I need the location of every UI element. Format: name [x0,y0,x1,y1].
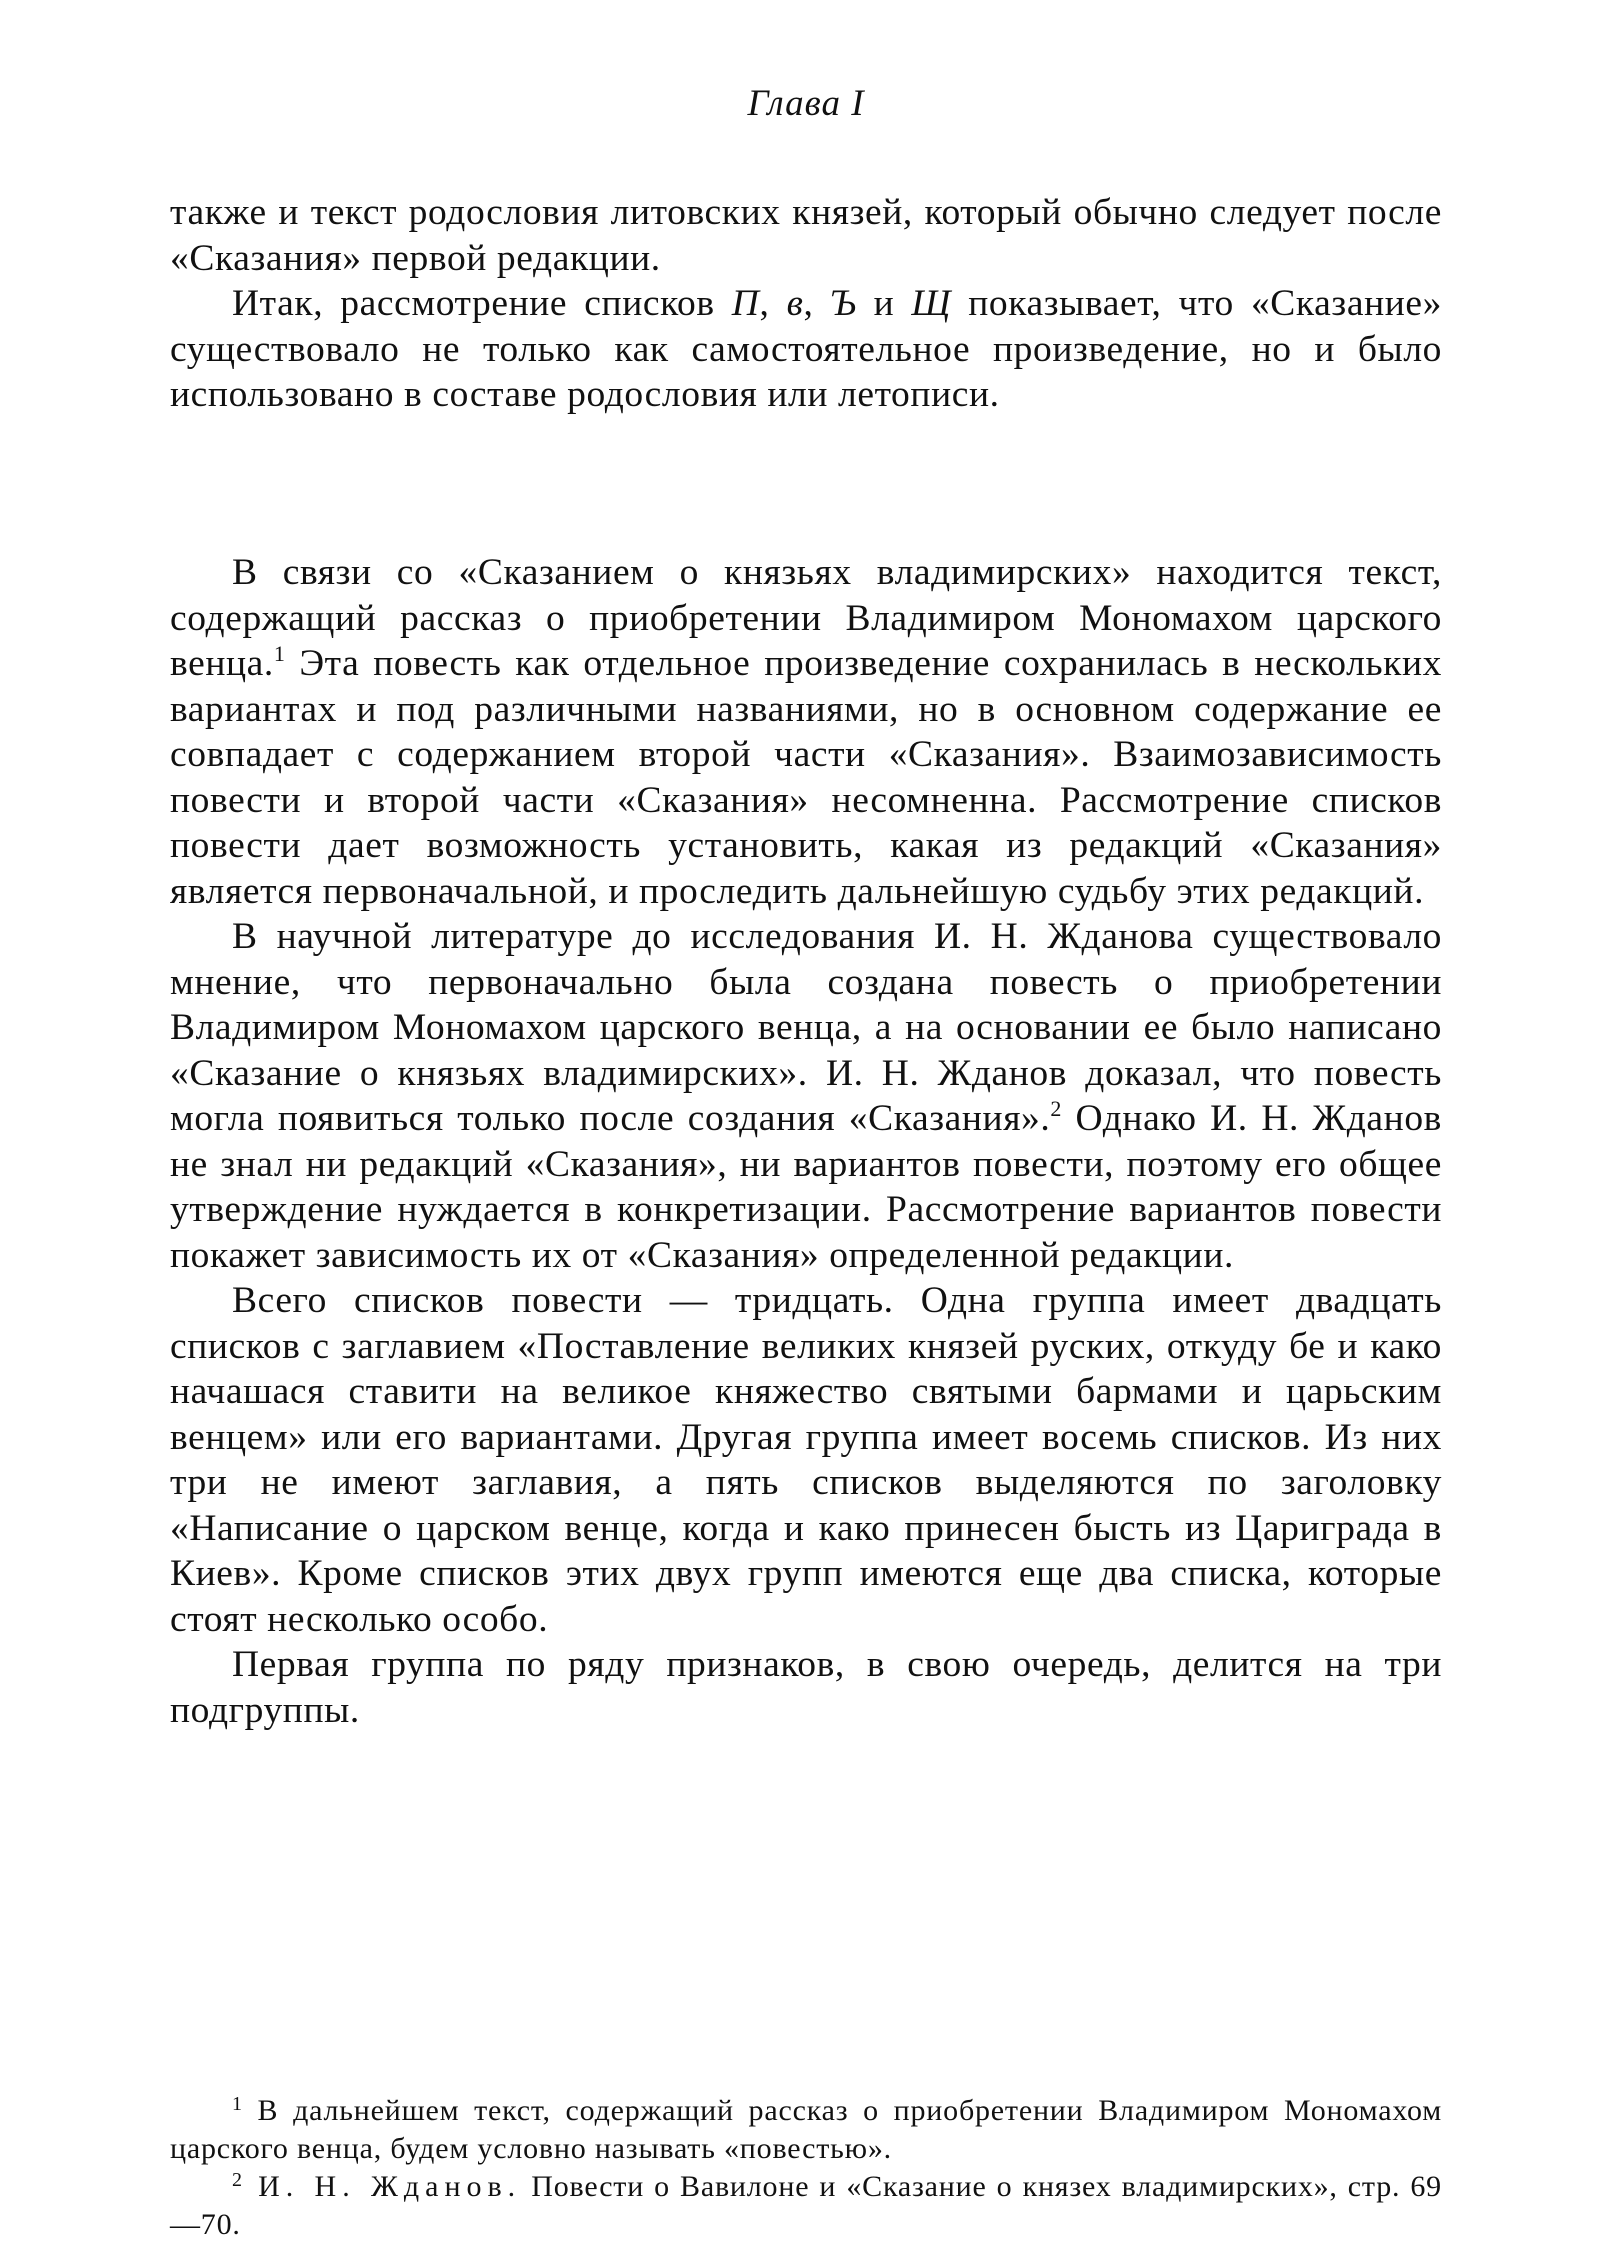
text-run: Итак, рассмотрение списков [232,283,732,324]
footnote-1 [170,2092,1442,2168]
text-run: показывает, что «Сказание» существовало не только как самостоятельное произведение, но и было использовано в составе родословия или летописи. [170,283,1442,415]
siglum: Щ [911,283,952,324]
conclusion-paragraph [170,281,1442,418]
continuation-paragraph: также и текст родословия литовских князей, который обычно следует после «Сказания» первой редакции. [170,192,1442,279]
text-run: , [803,283,831,324]
footnotes [170,2092,1442,2244]
paragraph: Первая группа по ряду признаков, в свою очередь, делится на три подгруппы. [170,1644,1442,1731]
siglum: Ъ [830,283,857,324]
footnote-mark: 1 [232,2093,243,2115]
paragraph [170,914,1442,1278]
running-head: Глава I [747,83,865,124]
footnote-mark: 2 [232,2169,243,2191]
text-run: Эта повесть как отдельное произведение сохранилась в нескольких вариантах и под различными названиями, но в основном содержание ее совпадает с содержанием второй части «Сказания». Взаимозависимость повести и второй части «Сказания» несомненна. Рассмотрение списков повести дает возможность установить, какая из редакций «Сказания» является первоначальной, и проследить дальнейшую судьбу этих редакций. [170,643,1442,912]
paragraph [170,550,1442,914]
main-text-block [170,550,1442,1733]
text-run: и [856,283,912,324]
footnote-text: В дальнейшем текст, содержащий рассказ о приобретении Владимиром Мономахом царского венца, будем условно называть «повестью». [170,2094,1442,2165]
paragraph: Всего списков повести — тридцать. Одна группа имеет двадцать списков с заглавием «Поставление великих князей руских, откуду бе и како начашася ставити на великое княжество святыми бармами и царьским венцем» или его вариантами. Другая группа имеет восемь списков. Из них три не имеют заглавия, а пять списков выделяются по заголовку «Написание о царском венце, когда и како принесен бысть из Цариграда в Киев». Кроме списков этих двух групп имеются еще два списка, которые стоят несколько особо. [170,1280,1442,1640]
footnote-2 [170,2168,1442,2244]
continuation-block [170,190,1442,418]
text-run: В научной литературе до исследования И. Н. Жданова существовало мнение, что первоначально была создана повесть о приобретении Владимиром Мономахом царского венца, а на основании ее было написано «Сказание о князьях владимирских». И. Н. Жданов доказал, что повесть могла появиться только после создания «Сказания». [170,916,1442,1139]
siglum: в [786,283,804,324]
footnote-ref: 1 [273,641,286,666]
text-run: В связи со «Сказанием о князьях владимирских» находится текст, содержащий рассказ о приобретении Владимиром Мономахом царского венца. [170,552,1442,684]
text-run: , [759,283,787,324]
footnote-author: И. Н. Жданов. [242,2170,522,2203]
footnote-ref: 2 [1050,1096,1062,1121]
siglum: П [731,283,760,324]
footnote-text: Повести о Вавилоне и «Сказание о князех владимирских», стр. 69—70. [170,2170,1442,2241]
text-run: Однако И. Н. Жданов не знал ни редакций «Сказания», ни вариантов повести, поэтому его общее утверждение нуждается в конкретизации. Рассмотрение вариантов повести покажет зависимость их от «Сказания» определенной редакции. [170,1098,1442,1276]
